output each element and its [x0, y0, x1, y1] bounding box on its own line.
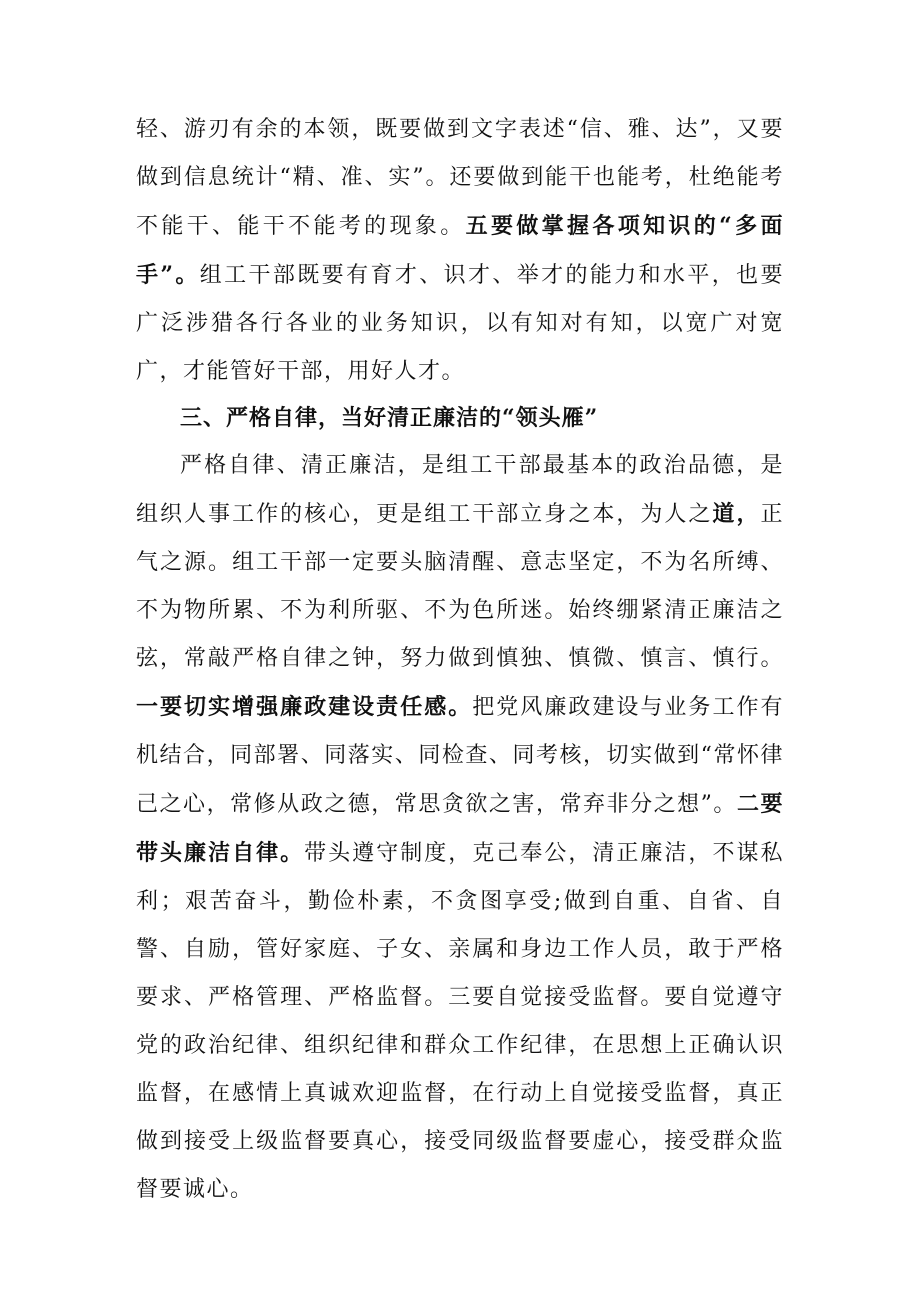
paragraph-2-bold-a: 道， — [712, 501, 761, 527]
section-heading: 三、严格自律，当好清正廉洁的“领头雁” — [180, 405, 599, 431]
paragraph-2-text-a: 严格自律、清正廉洁，是组工干部最基本的政治品德，是组织人事工作的核心，更是组工干部立身之本，为人之 — [136, 453, 784, 527]
paragraph-1 — [136, 106, 784, 396]
paragraph-1-bold-a: 五要做掌握各项知识的“多面手”。 — [136, 213, 784, 288]
paragraph-2-bold-b: 一要切实增强廉政建设责任感。 — [136, 694, 473, 720]
paragraph-2-text-c: 把党风廉政建设与业务工作有机结合，同部署、同落实、同检查、同考核，切实做到“常怀律己之心，常修从政之德，常思贪欲之害，常弃非分之想”。 — [136, 695, 784, 817]
paragraph-2-text-d: 带头遵守制度，克己奉公，清正廉洁，不谋私利；艰苦奋斗，勤俭朴素，不贪图享受;做到自重、自省、自警、自励，管好家庭、子女、亲属和身边工作人员，敢于严格要求、严格管理、严格监督。三要自觉接受监督。要自觉遵守党的政治纪律、组织纪律和群众工作纪律，在思想上正确认识监督，在感情上真诚欢迎监督，在行动上自觉接受监督，真正做到接受上级监督要真心，接受同级监督要虚心，接受群众监督要诚心。 — [136, 841, 784, 1202]
paragraph-1-text-a: 轻、游刃有余的本领，既要做到文字表述“信、雅、达”，又要做到信息统计“精、准、实”。还要做到能干也能考，杜绝能考不能干、能干不能考的现象。 — [136, 117, 784, 239]
paragraph-1-text-b: 组工干部既要有育才、识才、举才的能力和水平，也要广泛涉猎各行各业的业务知识，以有知对有知，以宽广对宽广，才能管好干部，用好人才。 — [136, 263, 784, 384]
paragraph-2 — [136, 442, 784, 1214]
paragraph-2-bold-c: 二要带头廉洁自律。 — [136, 791, 784, 866]
paragraph-2-text-b: 正气之源。组工干部一定要头脑清醒、意志坚定，不为名所缚、不为物所累、不为利所驱、不为色所迷。始终绷紧清正廉洁之弦，常敲严格自律之钟，努力做到慎独、慎微、慎言、慎行。 — [136, 502, 784, 671]
